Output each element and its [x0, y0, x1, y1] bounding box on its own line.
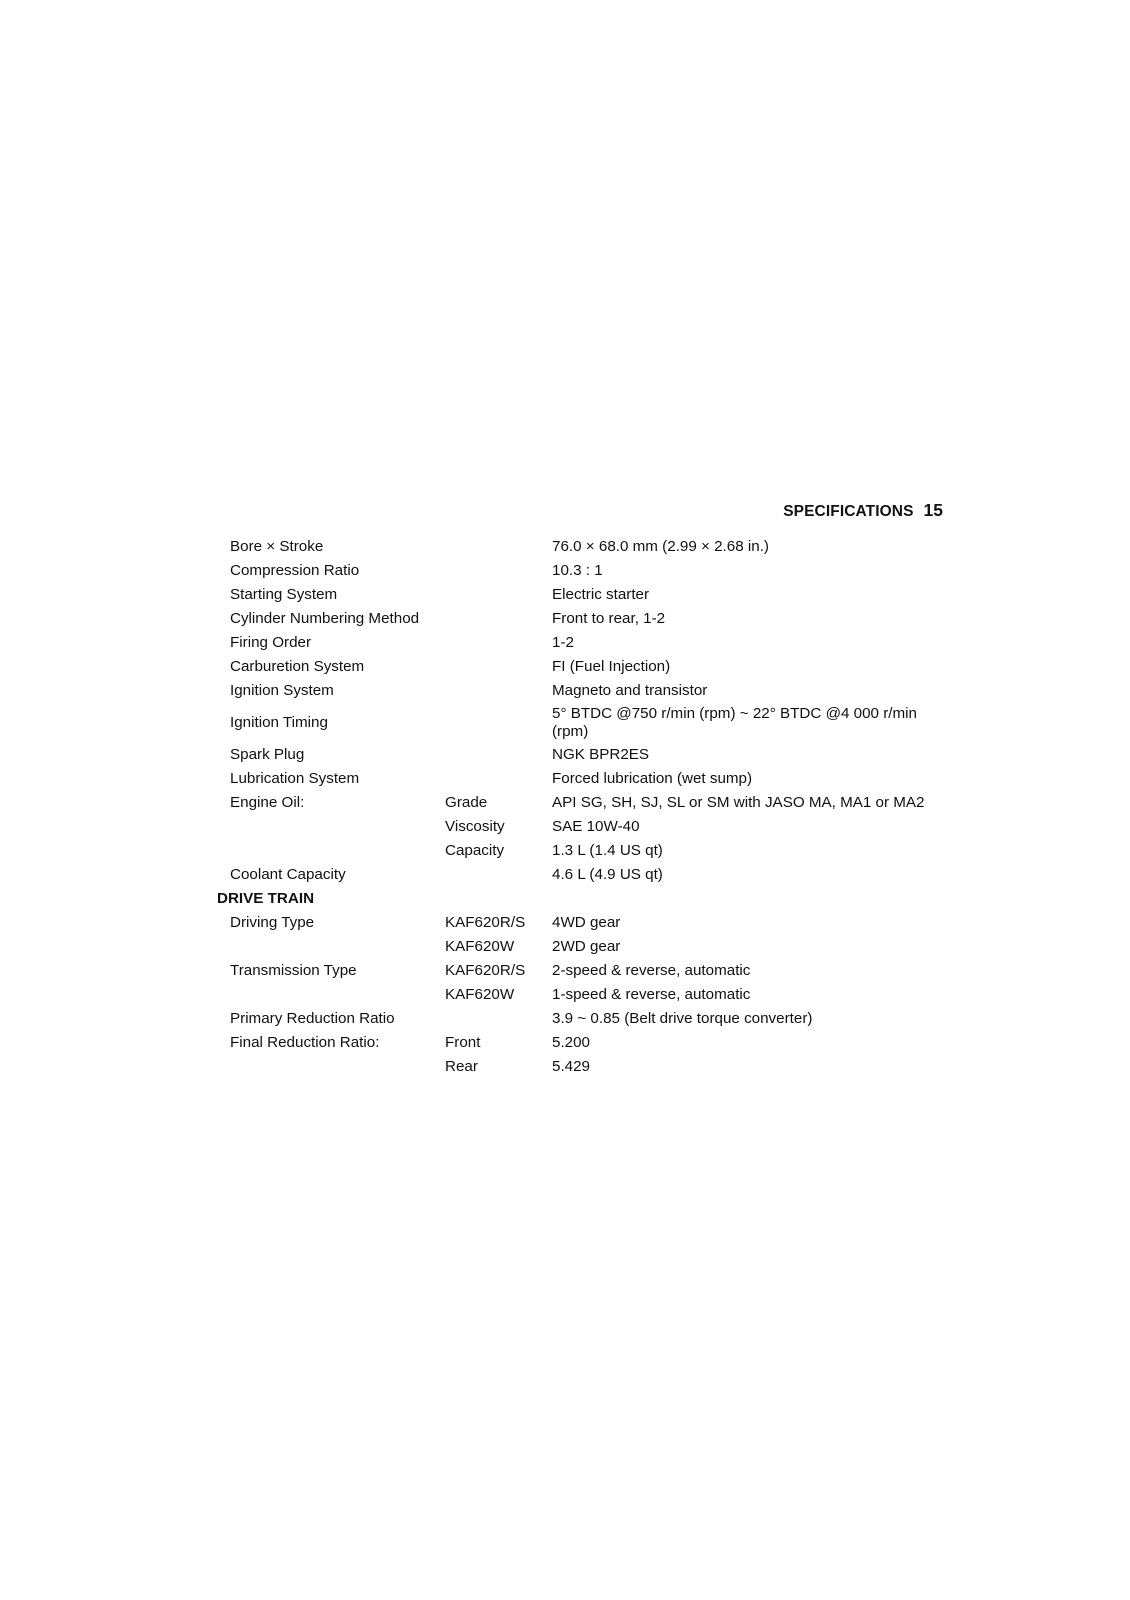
spec-row-transmission-type-w	[217, 983, 957, 1007]
page-header	[783, 500, 943, 521]
spec-row-engine-oil-grade	[217, 791, 957, 815]
spec-sub-label: KAF620R/S	[445, 914, 526, 931]
spec-value: API SG, SH, SJ, SL or SM with JASO MA, MA1 or MA2	[552, 794, 925, 811]
spec-label: Bore × Stroke	[230, 538, 324, 555]
spec-value: 5° BTDC @750 r/min (rpm) ~ 22° BTDC @4 000 r/min (rpm)	[552, 705, 917, 740]
spec-sub-label: Capacity	[445, 842, 505, 859]
spec-sub-label: Rear	[445, 1058, 478, 1075]
spec-sub-label: Grade	[445, 794, 488, 811]
spec-value: 1-2	[552, 634, 574, 651]
spec-value: 76.0 × 68.0 mm (2.99 × 2.68 in.)	[552, 538, 769, 555]
spec-label: Coolant Capacity	[230, 866, 346, 883]
spec-value: Magneto and transistor	[552, 682, 708, 699]
spec-value: 2-speed & reverse, automatic	[552, 962, 751, 979]
spec-row-primary-reduction-ratio	[217, 1007, 957, 1031]
spec-value: 2WD gear	[552, 938, 621, 955]
spec-value: Electric starter	[552, 586, 650, 603]
spec-label: Ignition System	[230, 682, 334, 699]
spec-row-ignition-timing	[217, 703, 957, 743]
spec-value: Front to rear, 1-2	[552, 610, 666, 627]
spec-label: Compression Ratio	[230, 562, 360, 579]
spec-label: Transmission Type	[230, 962, 357, 979]
spec-value: 1-speed & reverse, automatic	[552, 986, 751, 1003]
spec-value: 5.200	[552, 1034, 591, 1051]
spec-label: Primary Reduction Ratio	[230, 1010, 395, 1027]
spec-row-transmission-type-rs	[217, 959, 957, 983]
spec-sub-label: KAF620R/S	[445, 962, 526, 979]
spec-label: Carburetion System	[230, 658, 365, 675]
spec-value: 1.3 L (1.4 US qt)	[552, 842, 663, 859]
spec-row-final-reduction-front	[217, 1031, 957, 1055]
spec-value: SAE 10W-40	[552, 818, 640, 835]
spec-row-engine-oil-viscosity	[217, 815, 957, 839]
specifications-table	[217, 535, 957, 1079]
spec-row-final-reduction-rear	[217, 1055, 957, 1079]
spec-value: 3.9 ~ 0.85 (Belt drive torque converter)	[552, 1010, 813, 1027]
spec-row-lubrication-system	[217, 767, 957, 791]
spec-row-compression-ratio	[217, 559, 957, 583]
spec-label: Engine Oil:	[230, 794, 305, 811]
spec-label: Lubrication System	[230, 770, 360, 787]
spec-value: 10.3 : 1	[552, 562, 603, 579]
spec-row-driving-type-rs	[217, 911, 957, 935]
spec-label: Ignition Timing	[230, 714, 328, 731]
page-number: 15	[923, 500, 943, 520]
spec-row-ignition-system	[217, 679, 957, 703]
spec-value: 4.6 L (4.9 US qt)	[552, 866, 663, 883]
spec-value: 5.429	[552, 1058, 591, 1075]
spec-label: Firing Order	[230, 634, 312, 651]
spec-label: Final Reduction Ratio:	[230, 1034, 380, 1051]
drive-train-heading: DRIVE TRAIN	[217, 890, 315, 907]
spec-value: 4WD gear	[552, 914, 621, 931]
spec-label: Spark Plug	[230, 746, 305, 763]
spec-row-carburetion-system	[217, 655, 957, 679]
spec-row-starting-system	[217, 583, 957, 607]
spec-value: FI (Fuel Injection)	[552, 658, 671, 675]
spec-row-cylinder-numbering	[217, 607, 957, 631]
spec-label: Cylinder Numbering Method	[230, 610, 420, 627]
spec-sub-label: KAF620W	[445, 986, 515, 1003]
spec-row-spark-plug	[217, 743, 957, 767]
spec-label: Starting System	[230, 586, 338, 603]
spec-sub-label: Viscosity	[445, 818, 505, 835]
spec-row-bore-stroke	[217, 535, 957, 559]
spec-row-firing-order	[217, 631, 957, 655]
section-title: SPECIFICATIONS	[783, 503, 914, 520]
spec-value: Forced lubrication (wet sump)	[552, 770, 753, 787]
spec-sub-label: KAF620W	[445, 938, 515, 955]
spec-row-coolant-capacity	[217, 863, 957, 887]
spec-row-driving-type-w	[217, 935, 957, 959]
spec-sub-label: Front	[445, 1034, 481, 1051]
spec-label: Driving Type	[230, 914, 315, 931]
spec-row-engine-oil-capacity	[217, 839, 957, 863]
spec-value: NGK BPR2ES	[552, 746, 650, 763]
